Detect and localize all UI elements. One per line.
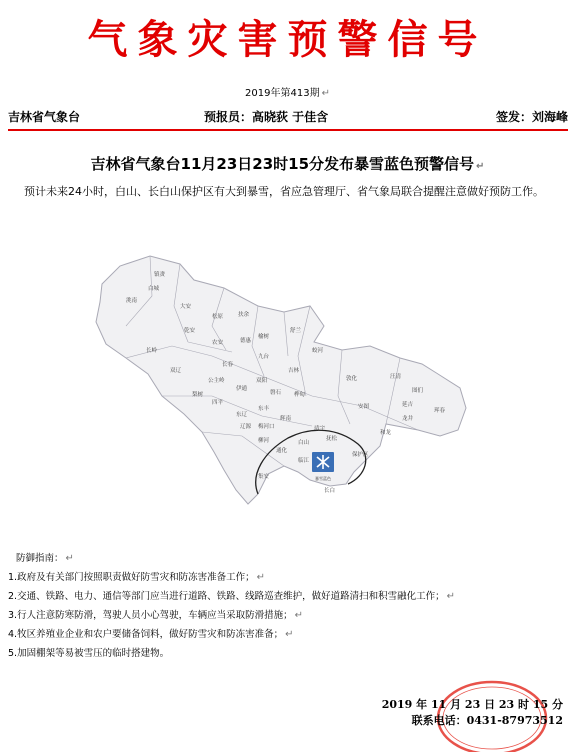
label-jilin: 吉林: [288, 368, 300, 374]
label-qianan: 乾安: [184, 328, 196, 334]
document-title: [0, 153, 575, 174]
label-huinan: 辉南: [280, 416, 292, 422]
issue-datetime: 2019 年 11 月 23 日 23 时 15 分: [381, 698, 563, 711]
forecasters: 预报员：高晓荻 于佳含: [204, 110, 329, 124]
paragraph-mark-icon: ↵: [446, 591, 455, 602]
paragraph-mark-icon: ↵: [65, 553, 74, 564]
label-linjiang: 临江: [298, 458, 310, 464]
label-changbai: 长白: [324, 488, 336, 494]
label-gongzhuling: 公主岭: [208, 378, 225, 384]
meta-row: [8, 108, 568, 128]
intro-text: 预计未来24小时，白山、长白山保护区有大到暴雪，省应急管理厅、省气象局联合提醒注意做好预防工作。: [24, 185, 544, 198]
guide-item: [8, 625, 568, 644]
guide-item: [8, 587, 568, 606]
label-baishan: 白山: [298, 440, 310, 446]
label-songyuan: 松原: [212, 314, 224, 320]
label-zhenlai: 镇赉: [154, 272, 166, 278]
label-jingyu: 靖宇: [314, 426, 326, 432]
label-taonan: 洮南: [126, 298, 138, 304]
label-jiutai: 九台: [258, 354, 270, 360]
warning-icon-label: 暴雪蓝色: [315, 476, 331, 481]
label-dunhua: 敦化: [346, 376, 358, 382]
label-daan: 大安: [180, 304, 192, 310]
label-nongan: 农安: [212, 340, 224, 346]
label-yitong: 伊通: [236, 386, 248, 392]
guide-item: [8, 606, 568, 625]
label-changling: 长岭: [146, 348, 158, 354]
defense-guide: [8, 549, 568, 663]
paragraph-mark-icon: ↵: [256, 572, 265, 583]
paragraph-mark-icon: ↵: [294, 610, 303, 621]
label-helong: 和龙: [380, 430, 392, 436]
guide-item-text: 1.政府及有关部门按照职责做好防雪灾和防冻害准备工作；: [8, 572, 255, 583]
label-dehui: 德惠: [240, 338, 252, 344]
label-hunchun: 珲春: [434, 408, 446, 414]
guide-heading-text: 防御指南：: [16, 553, 64, 564]
label-panshi: 磐石: [270, 390, 282, 396]
masthead-title: 气象灾害预警信号: [87, 16, 488, 63]
label-changchun: 长春: [222, 362, 234, 368]
guide-item-text: 2.交通、铁路、电力、通信等部门应当进行道路、铁路、线路巡查维护，做好道路清扫和积雪融化工作；: [8, 591, 445, 602]
document-title-text: 吉林省气象台11月23日23时15分发布暴雪蓝色预警信号: [90, 155, 475, 173]
paragraph-mark-icon: ↵: [321, 88, 330, 99]
signer: 签发：刘海峰: [495, 110, 568, 124]
guide-item-text: 4.牧区养殖业企业和农户要储备饲料，做好防雪灾和防冻害准备；: [8, 629, 284, 640]
label-fuyu: 扶余: [238, 312, 250, 318]
issuer: 吉林省气象台: [8, 110, 81, 124]
label-lishu: 梨树: [192, 392, 204, 398]
label-shuangliao: 双辽: [170, 368, 182, 374]
contact-phone: 联系电话：0431-87973512: [411, 714, 563, 727]
guide-heading: [8, 549, 568, 568]
guide-item: [8, 568, 568, 587]
guide-item: [8, 644, 568, 663]
label-longjing: 龙井: [402, 416, 414, 422]
province-outline: [96, 256, 466, 504]
blizzard-blue-warning-icon: [312, 452, 334, 472]
label-tonghua: 通化: [276, 448, 288, 454]
label-baicheng: 白城: [148, 286, 160, 292]
label-dongfeng: 东丰: [258, 406, 270, 412]
label-reserve: 保护区: [352, 452, 369, 458]
guide-item-text: 3.行人注意防寒防滑，驾驶人员小心驾驶，车辆应当采取防滑措施；: [8, 610, 293, 621]
label-antu: 安图: [358, 404, 370, 410]
intro-paragraph: [8, 182, 568, 201]
label-liuhe: 柳河: [258, 438, 270, 444]
label-yushu: 榆树: [258, 334, 270, 340]
label-liaoyuan: 辽源: [240, 424, 252, 430]
label-meihekou: 梅河口: [258, 424, 275, 430]
label-dongliao: 东辽: [236, 412, 248, 418]
issue-number: [0, 84, 575, 99]
paragraph-mark-icon: ↵: [476, 161, 485, 172]
issue-number-text: 2019年第413期: [245, 88, 320, 99]
label-wangqing: 汪清: [390, 374, 402, 380]
label-tumen: 图们: [412, 388, 424, 394]
label-jian: 集安: [258, 474, 270, 480]
label-siping: 四平: [212, 400, 224, 406]
label-shuangyang: 双阳: [256, 378, 268, 384]
jilin-province-map: [62, 246, 482, 516]
guide-item-text: 5.加固棚架等易被雪压的临时搭建物。: [8, 648, 170, 659]
red-divider: [8, 129, 568, 131]
label-fusong: 抚松: [326, 436, 338, 442]
paragraph-mark-icon: ↵: [285, 629, 294, 640]
label-huadian: 桦甸: [294, 392, 306, 398]
label-jiaohe: 蛟河: [312, 348, 324, 354]
label-shulan: 舒兰: [290, 328, 302, 334]
label-yanji: 延吉: [402, 402, 414, 408]
